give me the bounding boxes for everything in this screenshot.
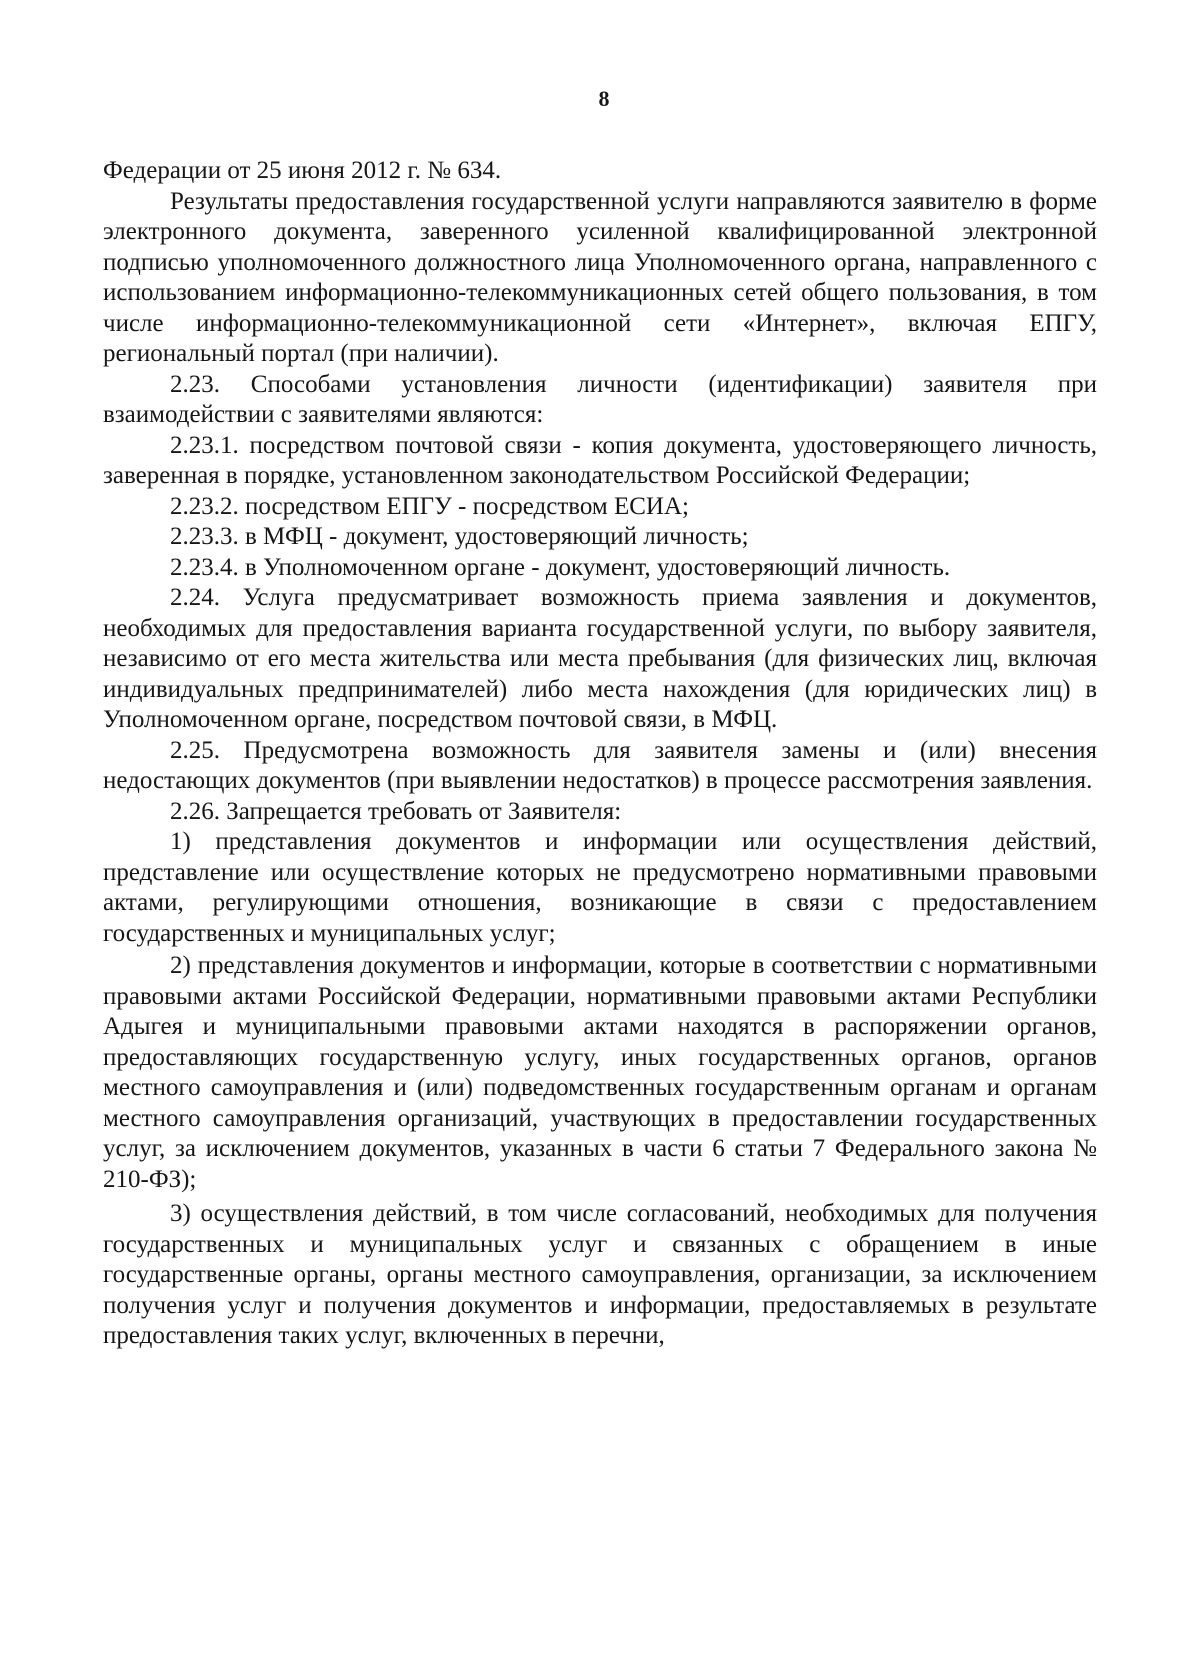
paragraph-2-24: 2.24. Услуга предусматривает возможность приема заявления и документов, необходимых для предоставления варианта государственной услуги, по выбору заявителя, независимо от его места жительства или места пребывания (для физических лиц, включая индивидуальных предпринимателей) либо места нахождения (для юридических лиц) в Уполномоченном органе, посредством почтовой связи, в МФЦ. — [103, 584, 1097, 733]
paragraph-2-23-2: 2.23.2. посредством ЕПГУ - посредством ЕСИА; — [170, 492, 689, 520]
paragraph-results: Результаты предоставления государственной услуги направляются заявителю в форме электронного документа, заверенного усиленной квалифицированной электронной подписью уполномоченного должностного лица Уполномоченного органа, направленного с использованием информационно-телекоммуникационных сетей общего пользования, в том числе информационно-телекоммуникационной сети «Интернет», включая ЕПГУ, региональный портал (при наличии). — [103, 187, 1097, 367]
paragraph-2-23: 2.23. Способами установления личности (идентификации) заявителя при взаимодействии с заявителями являются: — [103, 370, 1097, 428]
paragraph-2-23-4: 2.23.4. в Уполномоченном органе - документ, удостоверяющий личность. — [170, 553, 951, 581]
document-body — [103, 156, 1097, 1352]
list-item-1: 1) представления документов и информации или осуществления действий, представление или осуществление которых не предусмотрено нормативными правовыми актами, регулирующими отношения, возникающие в связи с предоставлением государственных и муниципальных услуг; — [103, 828, 1097, 947]
paragraph-2-23-3: 2.23.3. в МФЦ - документ, удостоверяющий личность; — [170, 523, 749, 550]
paragraph-2-25: 2.25. Предусмотрена возможность для заявителя замены и (или) внесения недостающих документов (при выявлении недостатков) в процессе рассмотрения заявления. — [103, 736, 1097, 794]
paragraph-2-26: 2.26. Запрещается требовать от Заявителя: — [170, 797, 622, 825]
paragraph-continuation: Федерации от 25 июня 2012 г. № 634. — [103, 157, 502, 184]
page-number: 8 — [598, 86, 610, 111]
paragraph-2-23-1: 2.23.1. посредством почтовой связи - копия документа, удостоверяющего личность, заверенная в порядке, установленном законодательством Российской Федерации; — [103, 431, 1097, 489]
list-item-2: 2) представления документов и информации, которые в соответствии с нормативными правовыми актами Российской Федерации, нормативными правовыми актами Республики Адыгея и муниципальными правовыми актами находятся в распоряжении органов, предоставляющих государственную услугу, иных государственных органов, органов местного самоуправления и (или) подведомственных государственным органам и органам местного самоуправления организаций, участвующих в предоставлении государственных услуг, за исключением документов, указанных в части 6 статьи 7 Федерального закона № 210-ФЗ); — [103, 952, 1097, 1193]
list-item-3: 3) осуществления действий, в том числе согласований, необходимых для получения государственных и муниципальных услуг и связанных с обращением в иные государственные органы, органы местного самоуправления, организации, за исключением получения услуг и получения документов и информации, предоставляемых в результате предоставления таких услуг, включенных в перечни, — [103, 1200, 1097, 1349]
